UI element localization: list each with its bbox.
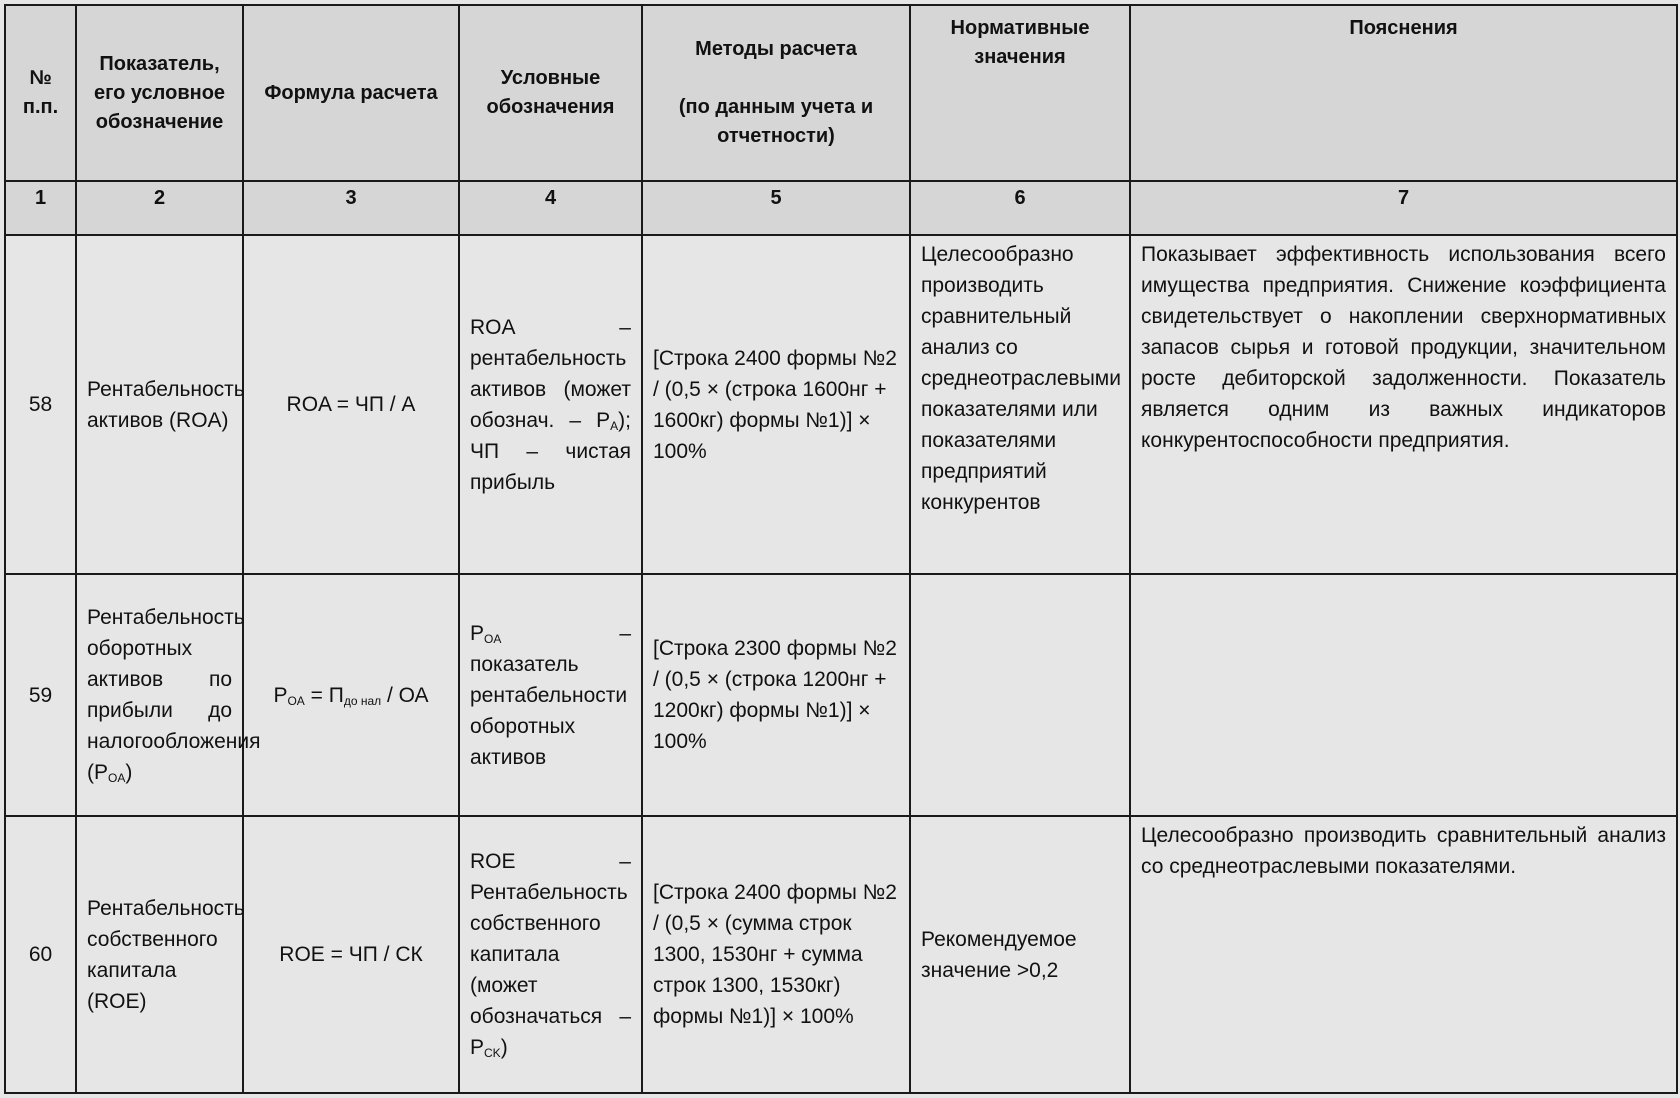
indicator-name: Рентабельность собственного капитала (ROE) [76, 816, 243, 1093]
indicator-name: Рентабельность активов (ROA) [76, 235, 243, 574]
table-row [5, 574, 1677, 816]
indicator-text: Рентабельность оборотных активов по прибыли до налогообложения (P [87, 606, 261, 785]
formula-text: = П [304, 683, 344, 707]
notation [459, 235, 642, 574]
notation-subscript: CK [484, 1046, 501, 1061]
formula-text: / ОА [381, 683, 429, 707]
column-number: 4 [459, 181, 642, 235]
notation-subscript: OA [484, 631, 502, 646]
notation-text: ROA – рентабельность активов (может обознач. – P [470, 315, 631, 432]
column-number: 5 [642, 181, 910, 235]
header-indicator: Показатель, его условное обозначение [76, 5, 243, 181]
header-methods [642, 5, 910, 181]
notation-subscript: A [610, 418, 619, 433]
explanation: Показывает эффективность использования всего имущества предприятия. Снижение коэффициента свидетельствует о накоплении сверхнормативных запасов сырья и готовой продукции, значительном росте дебиторской задолженности. Показатель является одним из важных индикаторов конкурентоспособности предприятия. [1130, 235, 1677, 574]
formula: ROA = ЧП / А [243, 235, 459, 574]
notation-text: P [470, 621, 485, 645]
header-methods-subtitle: (по данным учета и отчетности) [678, 96, 874, 148]
formula: ROE = ЧП / СК [243, 816, 459, 1093]
indicator-subscript: OA [108, 771, 126, 786]
notation-text: ) [500, 1036, 508, 1060]
explanation [1130, 574, 1677, 816]
header-row [5, 5, 1677, 181]
header-methods-title: Методы расчета [695, 38, 857, 61]
column-number: 2 [76, 181, 243, 235]
notation-text: ROE – Рентабельность собственного капитала (может обозначаться – P [470, 850, 631, 1060]
table-row [5, 235, 1677, 574]
notation-text: – показатель рентабельности оборотных активов [470, 621, 631, 769]
row-number: 60 [5, 816, 76, 1093]
normative-value: Рекомендуемое значение >0,2 [910, 816, 1130, 1093]
indicator-text: ) [125, 761, 133, 785]
calculation-method: [Строка 2400 формы №2 / (0,5 × (строка 1600нг + 1600кг) формы №1)] × 100% [642, 235, 910, 574]
header-number: № п.п. [5, 5, 76, 181]
calculation-method: [Строка 2400 формы №2 / (0,5 × (сумма строк 1300, 1530нг + сумма строк 1300, 1530кг) формы №1)] × 100% [642, 816, 910, 1093]
notation-text: ); ЧП – чистая прибыль [470, 408, 631, 494]
column-number: 1 [5, 181, 76, 235]
column-number: 7 [1130, 181, 1677, 235]
notation [459, 816, 642, 1093]
column-number: 3 [243, 181, 459, 235]
header-explanation: Пояснения [1130, 5, 1677, 181]
header-notation: Условные обозначения [459, 5, 642, 181]
row-number: 59 [5, 574, 76, 816]
indicator-name [76, 574, 261, 816]
formula-subscript: до нал [343, 693, 382, 708]
explanation: Целесообразно производить сравнительный анализ со среднеотраслевыми показателями. [1130, 816, 1677, 1093]
formula-text: P [273, 683, 288, 707]
column-number: 6 [910, 181, 1130, 235]
calculation-method: [Строка 2300 формы №2 / (0,5 × (строка 1200нг + 1200кг) формы №1)] × 100% [642, 574, 910, 816]
formula-subscript: OA [287, 693, 305, 708]
normative-value [910, 574, 1130, 816]
column-number-row [5, 181, 1677, 235]
header-normative: Нормативные значения [910, 5, 1130, 181]
formula [243, 574, 459, 816]
row-number: 58 [5, 235, 76, 574]
normative-value: Целесообразно производить сравнительный анализ со среднеотраслевыми показателями или показателями предприятий конкурентов [910, 235, 1130, 574]
header-formula: Формула расчета [243, 5, 459, 181]
table-row [5, 816, 1677, 1093]
notation [459, 574, 642, 816]
indicators-table [4, 4, 1678, 1094]
